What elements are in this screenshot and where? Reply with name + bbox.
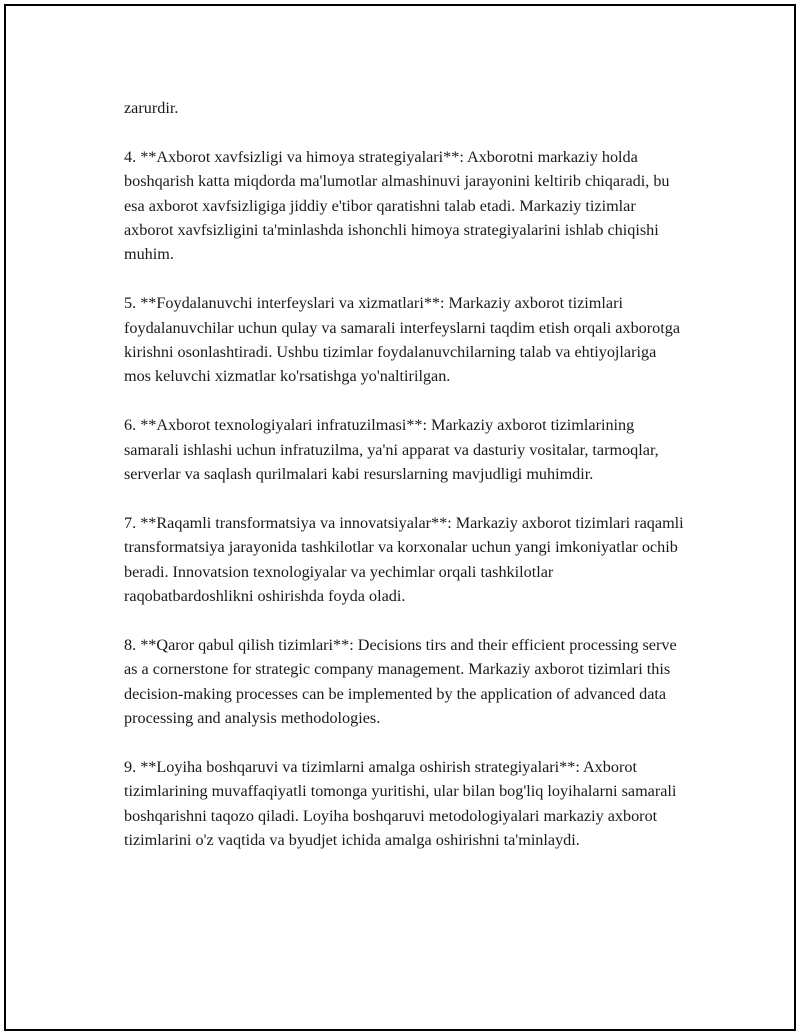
paragraph-item-8: 8. **Qaror qabul qilish tizimlari**: Decisions tirs and their efficient processing serve as a cornerstone for strategic company management. Markaziy axborot tizimlari this decision-making processes can be implemented by the application of advanced data processing and analysis methodologies. [124,635,677,728]
document-body [124,96,684,853]
paragraph-item-6: 6. **Axborot texnologiyalari infratuzilmasi**: Markaziy axborot tizimlarining samarali ishlashi uchun infratuzilma, ya'ni apparat va dasturiy vositalar, tarmoqlar, serverlar va saqlash qurilmalari kabi resurslarning mavjudligi muhimdir. [124,416,659,484]
paragraph-item-9: 9. **Loyiha boshqaruvi va tizimlarni amalga oshirish strategiyalari**: Axborot tizimlarining muvaffaqiyatli tomonga yuritishi, ular bilan bog'liq loyihalarni samarali boshqarishni taqozo qiladi. Loyiha boshqaruvi metodologiyalari markaziy axborot tizimlarini o'z vaqtida va byudjet ichida amalga oshirishni ta'minlaydi. [124,757,677,850]
paragraph-continuation: zarurdir. [124,99,179,117]
paragraph-item-4: 4. **Axborot xavfsizligi va himoya strategiyalari**: Axborotni markaziy holda boshqarish katta miqdorda ma'lumotlar almashinuvi jarayonini keltirib chiqaradi, bu esa axborot xavfsizligiga jiddiy e'tibor qaratishni talab etadi. Markaziy tizimlar axborot xavfsizligini ta'minlashda ishonchli himoya strategiyalarini ishlab chiqishi muhim. [124,147,670,264]
paragraph-item-5: 5. **Foydalanuvchi interfeyslari va xizmatlari**: Markaziy axborot tizimlari foydalanuvchilar uchun qulay va samarali interfeyslarni taqdim etish orqali axborotga kirishni osonlashtiradi. Ushbu tizimlar foydalanuvchilarning talab va ehtiyojlariga mos keluvchi xizmatlar ko'rsatishga yo'naltirilgan. [124,294,681,386]
page-border [4,4,796,1031]
paragraph-item-7: 7. **Raqamli transformatsiya va innovatsiyalar**: Markaziy axborot tizimlari raqamli transformatsiya jarayonida tashkilotlar va korxonalar uchun yangi imkoniyatlar ochib beradi. Innovatsion texnologiyalar va yechimlar orqali tashkilotlar raqobatbardoshlikni oshirishda foyda oladi. [124,513,684,606]
